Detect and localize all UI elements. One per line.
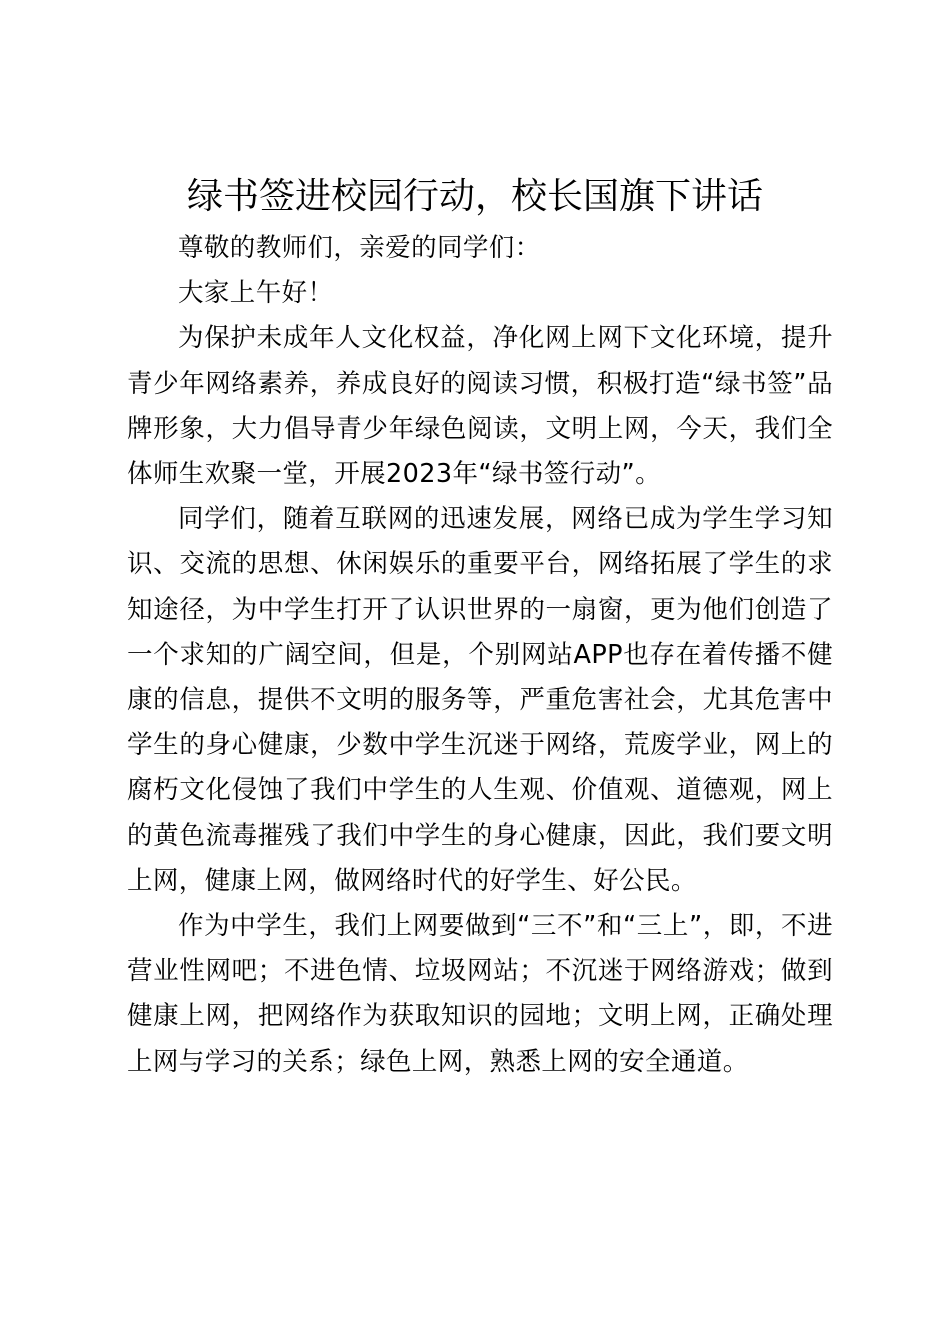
salutation-paragraph: 尊敬的教师们，亲爱的同学们： (178, 233, 541, 263)
document-body (127, 226, 833, 1085)
body-paragraph: 为保护未成年人文化权益，净化网上网下文化环境，提升青少年网络素养，养成良好的阅读习惯，积极打造“绿书签”品牌形象，大力倡导青少年绿色阅读，文明上网，今天，我们全体师生欢聚一堂，开展2023年“绿书签行动”。 (127, 323, 833, 490)
greeting-paragraph: 大家上午好！ (178, 278, 334, 309)
body-paragraph: 同学们，随着互联网的迅速发展，网络已成为学生学习知识、交流的思想、休闲娱乐的重要平台，网络拓展了学生的求知途径，为中学生打开了认识世界的一扇窗，更为他们创造了一个求知的广阔空间，但是，个别网站APP也存在着传播不健康的信息，提供不文明的服务等，严重危害社会，尤其危害中学生的身心健康，少数中学生沉迷于网络，荒废学业，网上的腐朽文化侵蚀了我们中学生的人生观、价值观、道德观，网上的黄色流毒摧残了我们中学生的身心健康，因此，我们要文明上网，健康上网，做网络时代的好学生、好公民。 (127, 504, 833, 896)
document-title: 绿书签进校园行动，校长国旗下讲话 (186, 176, 763, 217)
body-paragraph: 作为中学生，我们上网要做到“三不”和“三上”，即，不进营业性网吧；不进色情、垃圾网站；不沉迷于网络游戏；做到健康上网，把网络作为获取知识的园地；文明上网，正确处理上网与学习的关系；绿色上网，熟悉上网的安全通道。 (127, 911, 833, 1077)
